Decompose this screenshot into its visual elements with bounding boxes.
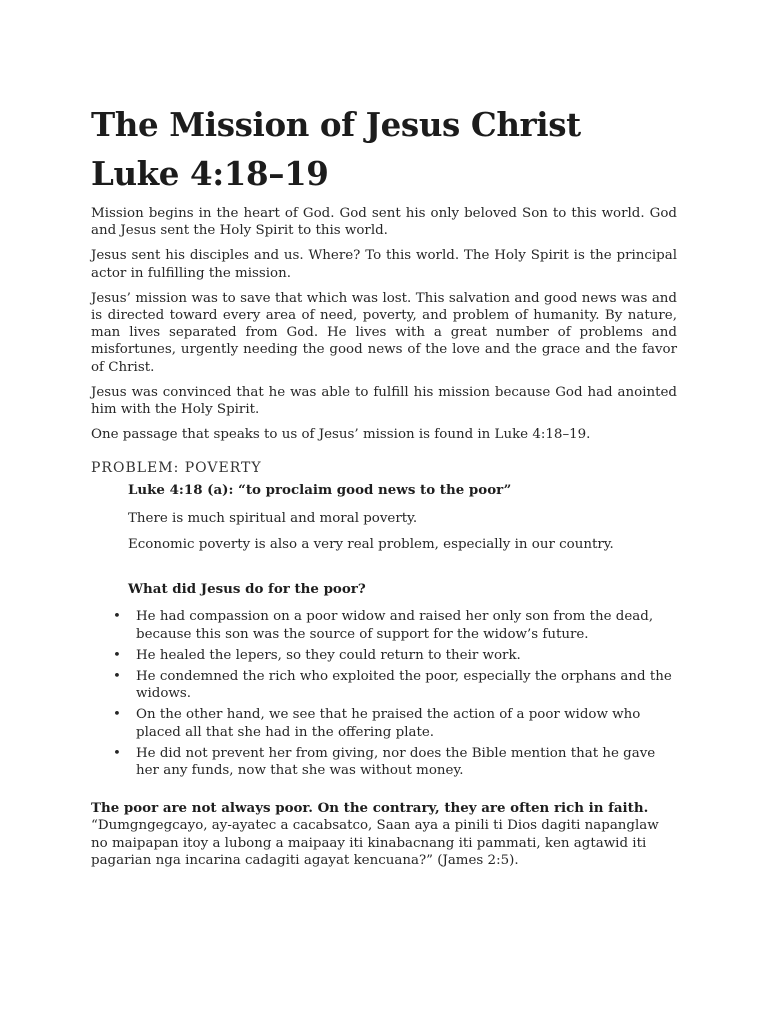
list-item bbox=[91, 668, 677, 702]
paragraph: Jesus’ mission was to save that which was lost. This salvation and good news was and is directed toward every area of need, poverty, and problem of humanity. By nature, man lives separated from God. He lives with a great number of problems and misfortunes, urgently needing the good news of the love and the grace and the favor of Christ. bbox=[91, 290, 677, 375]
list-item bbox=[91, 745, 677, 779]
reference-separator: : bbox=[228, 482, 239, 499]
sub-paragraph: Economic poverty is also a very real problem, especially in our country. bbox=[128, 537, 614, 553]
section-heading: PROBLEM: POVERTY bbox=[91, 460, 262, 477]
paragraph: Mission begins in the heart of God. God sent his only beloved Son to this world. God and Jesus sent the Holy Spirit to this world. bbox=[91, 206, 677, 239]
document-title bbox=[91, 100, 677, 198]
bullet-icon: • bbox=[113, 745, 121, 761]
paragraph: Jesus was convinced that he was able to fulfill his mission because God had anointed him with the Holy Spirit. bbox=[91, 384, 677, 418]
bullet-icon: • bbox=[113, 647, 121, 663]
document-page bbox=[91, 100, 677, 882]
title-line-1: The Mission of Jesus Christ bbox=[91, 105, 581, 144]
bullet-icon: • bbox=[113, 707, 121, 723]
scripture-reference bbox=[128, 482, 677, 499]
list-item-text: On the other hand, we see that he praised the action of a poor widow who placed all that she had in the offering plate. bbox=[136, 707, 641, 740]
list-item bbox=[91, 706, 677, 740]
paragraph: One passage that speaks to us of Jesus’ mission is found in Luke 4:18–19. bbox=[91, 427, 591, 443]
list-item bbox=[91, 608, 677, 642]
reference-quote: “to proclaim good news to the poor” bbox=[238, 482, 512, 499]
bullet-icon: • bbox=[113, 609, 121, 625]
bullet-icon: • bbox=[113, 669, 121, 685]
list-item-text: He had compassion on a poor widow and raised her only son from the dead, because this son was the source of support for the widow’s future. bbox=[136, 609, 654, 642]
closing-paragraph bbox=[91, 800, 677, 869]
closing-lead: The poor are not always poor. On the contrary, they are often rich in faith. bbox=[91, 800, 649, 817]
section-body bbox=[128, 482, 677, 598]
list-item-text: He condemned the rich who exploited the poor, especially the orphans and the widows. bbox=[136, 669, 672, 702]
question-heading: What did Jesus do for the poor? bbox=[128, 581, 366, 598]
list-item bbox=[91, 647, 677, 664]
list-item-text: He did not prevent her from giving, nor does the Bible mention that he gave her any funds, now that she was without money. bbox=[136, 745, 656, 779]
closing-quote: “Dumgngegcayo, ay-ayatec a cacabsatco, Saan aya a pinili ti Dios dagiti napanglaw no maipapan itoy a lubong a maipaay iti kinabacnang iti pammati, ken agtawid iti pagarian nga incarina cadagiti agayat kencuana?” (James 2:5). bbox=[91, 818, 659, 868]
reference-label: Luke 4:18 (a) bbox=[128, 482, 229, 499]
bullet-list bbox=[91, 608, 677, 779]
paragraph: Jesus sent his disciples and us. Where? To this world. The Holy Spirit is the principal actor in fulfilling the mission. bbox=[91, 248, 677, 281]
sub-paragraph: There is much spiritual and moral poverty. bbox=[128, 511, 418, 527]
list-item-text: He healed the lepers, so they could return to their work. bbox=[136, 647, 521, 663]
title-line-2: Luke 4:18–19 bbox=[91, 154, 329, 193]
